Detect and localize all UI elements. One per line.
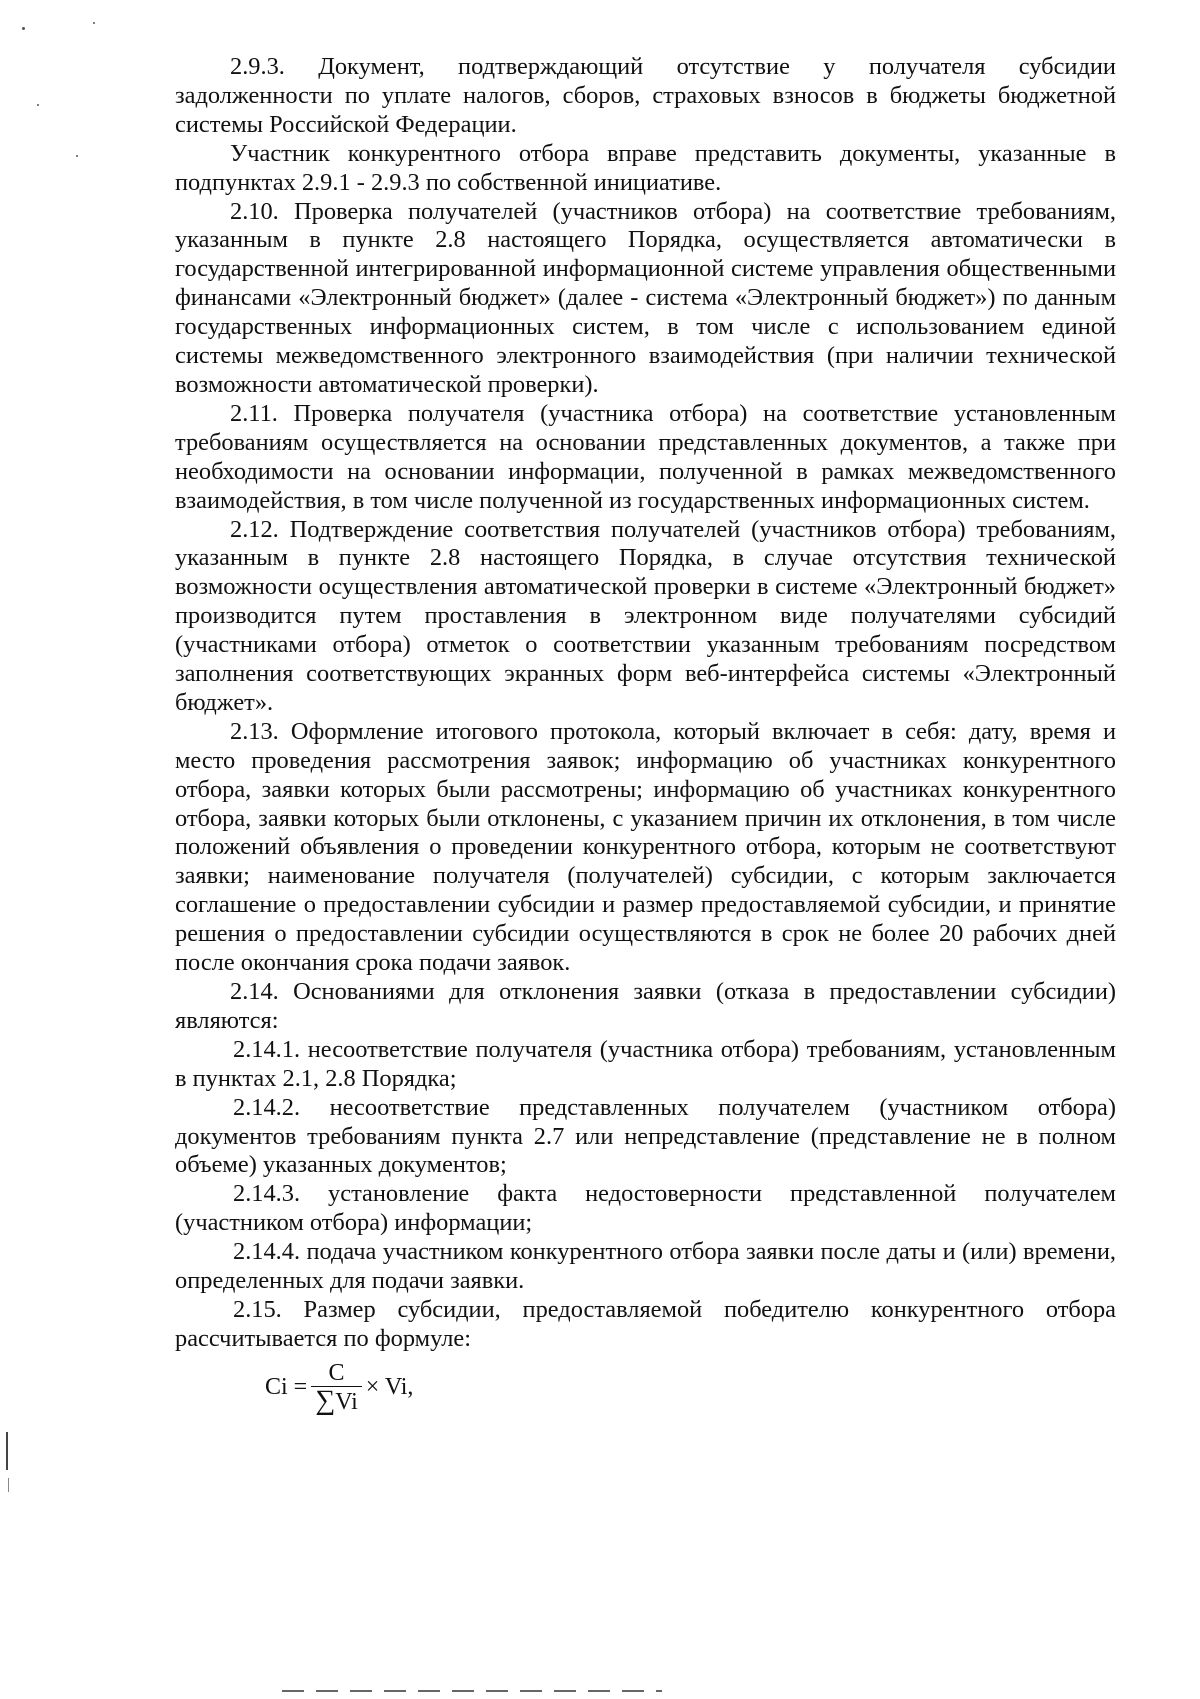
paragraph-2-10: 2.10. Проверка получателей (участников отбора) на соответствие требованиям, указанным в пункте 2.8 настоящего Порядка, осуществляется автоматически в государственной интегрированной информационной системе управления общественными финансами «Электронный бюджет» (далее - система «Электронный бюджет») по данным государственных информационных систем, в том числе с использованием единой системы межведомственного электронного взаимодействия (при наличии технической возможности автоматической проверки). — [175, 197, 1116, 398]
scan-edge-mark — [6, 1432, 8, 1470]
paragraph-2-14: 2.14. Основаниями для отклонения заявки (отказа в предоставлении субсидии) являются: — [175, 978, 1116, 1034]
paragraph-2-11: 2.11. Проверка получателя (участника отбора) на соответствие установленным требованиям осуществляется на основании представленных документов, а также при необходимости на основании информации, полученной в рамках межведомственного взаимодействия, в том числе полученной из государственных информационных систем. — [175, 399, 1116, 514]
paragraph-2-13: 2.13. Оформление итогового протокола, который включает в себя: дату, время и место проведения рассмотрения заявок; информацию об участниках конкурентного отбора, заявки которых были рассмотрены; информацию об участниках конкурентного отбора, заявки которых были отклонены, с указанием причин их отклонения, в том числе положений объявления о проведении конкурентного отбора, которым не соответствуют заявки; наименование получателя (получателей) субсидии, с которым заключается соглашение о предоставлении субсидии и размер предоставляемой субсидии, и принятие решения о предоставлении субсидии осуществляются в срок не более 20 рабочих дней после окончания срока подачи заявок. — [175, 717, 1116, 977]
paragraph-2-15: 2.15. Размер субсидии, предоставляемой победителю конкурентного отбора рассчитывается по формуле: — [175, 1295, 1116, 1352]
paragraph-2-9-3: 2.9.3. Документ, подтверждающий отсутствие у получателя субсидии задолженности по уплате налогов, сборов, страховых взносов в бюджеты бюджетной системы Российской Федерации. — [175, 53, 1116, 138]
scan-bottom-artifact — [282, 1690, 662, 1692]
formula-lhs: Ci = — [265, 1374, 308, 1401]
formula-numerator: C — [328, 1359, 345, 1386]
paragraph-2-14-4: 2.14.4. подача участником конкурентного отбора заявки после даты и (или) времени, определенных для подачи заявки. — [175, 1238, 1116, 1295]
paragraph-participant-right: Участник конкурентного отбора вправе представить документы, указанные в подпунктах 2.9.1 - 2.9.3 по собственной инициативе. — [175, 139, 1116, 196]
sigma-symbol: ∑ — [315, 1384, 336, 1416]
formula-rhs: × Vi, — [365, 1374, 414, 1401]
formula-fraction — [311, 1360, 362, 1416]
subsidy-formula — [265, 1360, 1116, 1416]
formula-denominator — [311, 1386, 362, 1416]
formula-denominator-var: Vi — [335, 1388, 358, 1415]
scan-speck — [22, 27, 25, 30]
scan-speck — [37, 104, 39, 106]
paragraph-2-14-3: 2.14.3. установление факта недостоверности представленной получателем (участником отбора) информации; — [175, 1180, 1116, 1237]
paragraph-2-14-2: 2.14.2. несоответствие представленных получателем (участником отбора) документов требованиям пункта 2.7 или непредставление (представление не в полном объеме) указанных документов; — [175, 1093, 1116, 1179]
scan-edge-mark — [8, 1478, 9, 1492]
paragraph-2-12: 2.12. Подтверждение соответствия получателей (участников отбора) требованиям, указанным в пункте 2.8 настоящего Порядка, в случае отсутствия технической возможности осуществления автоматической проверки в системе «Электронный бюджет» производится путем проставления в электронном виде получателями субсидий (участниками отбора) отметок о соответствии указанным требованиям посредством заполнения соответствующих экранных форм веб-интерфейса системы «Электронный бюджет». — [175, 515, 1116, 716]
scan-speck — [93, 22, 95, 24]
document-page — [175, 53, 1116, 1416]
scan-speck — [76, 155, 78, 157]
paragraph-2-14-1: 2.14.1. несоответствие получателя (участника отбора) требованиям, установленным в пунктах 2.1, 2.8 Порядка; — [175, 1035, 1116, 1092]
